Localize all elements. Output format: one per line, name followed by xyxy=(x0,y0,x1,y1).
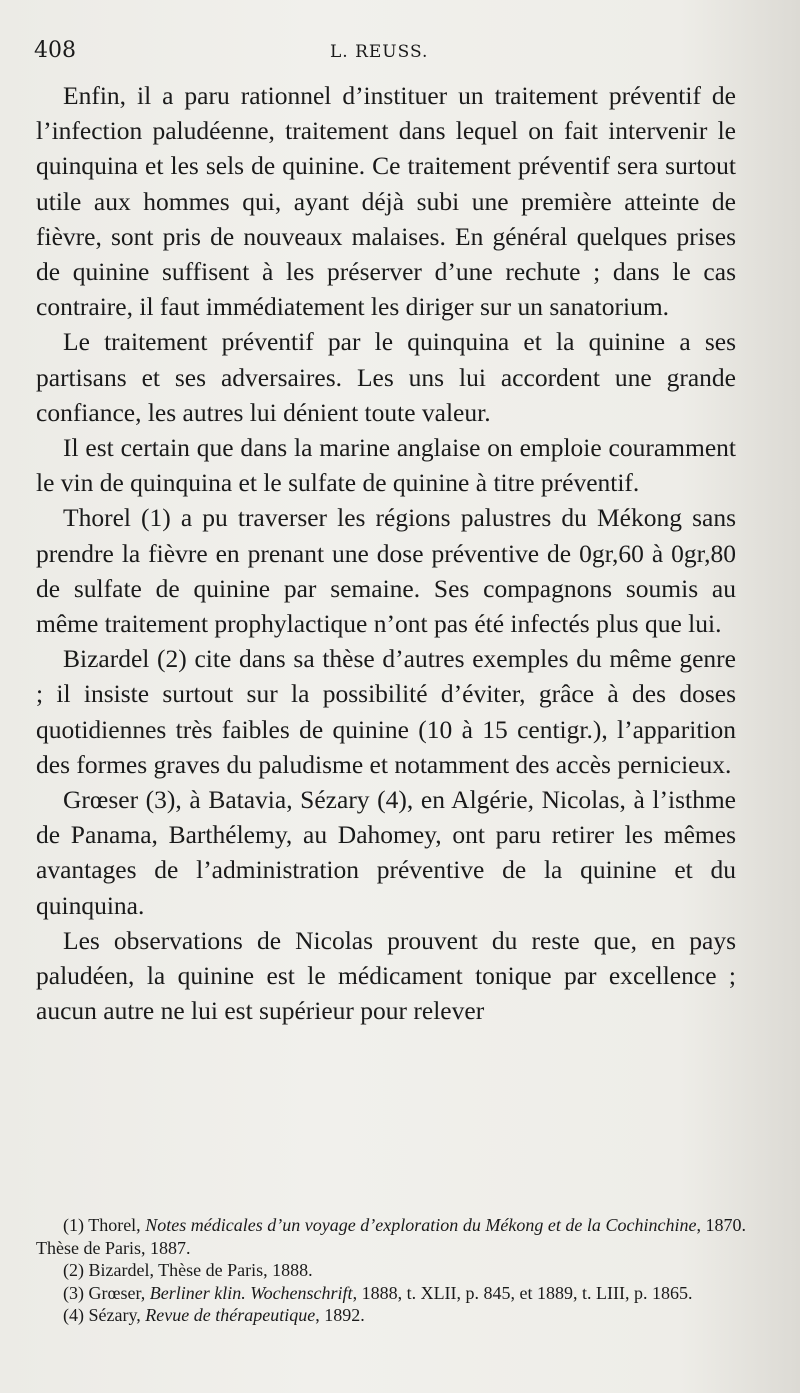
footnote-text: , 1892. xyxy=(315,1305,365,1325)
footnote xyxy=(36,1214,746,1259)
footnote-text: , 1888, t. XLII, p. 845, et 1889, t. LIII, p. 1865. xyxy=(352,1282,693,1303)
footnote-text: , 1870. Thèse de Paris, 1887. xyxy=(36,1215,746,1258)
footnote-text: (1) Thorel, xyxy=(63,1215,146,1235)
paragraph: Enfin, il a paru rationnel d’instituer un traitement préventif de l’infection paludéenne, traitement dans lequel on fait intervenir le quinquina et les sels de quinine. Ce traitement préventif sera surtout utile aux hommes qui, ayant déjà subi une première atteinte de fièvre, sont pris de nouveaux malaises. En général quelques prises de quinine suffisent à les préserver d’une rechute ; dans le cas contraire, il faut immédiatement les diriger sur un sanatorium. xyxy=(36,81,736,322)
paragraph: Grœser (3), à Batavia, Sézary (4), en Algérie, Nicolas, à l’isthme de Panama, Barthélemy, au Dahomey, ont paru retirer les mêmes avantages de l’administration préventive de la quinine et du quinquina. xyxy=(36,785,736,920)
footnote xyxy=(36,1259,746,1282)
paragraph: Les observations de Nicolas prouvent du reste que, en pays paludéen, la quinine est le médicament tonique par excellence ; aucun autre ne lui est supérieur pour relever xyxy=(36,925,736,1026)
paragraph: Il est certain que dans la marine anglaise on emploie couramment le vin de quinquina et le sulfate de quinine à titre préventif. xyxy=(36,433,736,498)
paragraph: Thorel (1) a pu traverser les régions palustres du Mékong sans prendre la fièvre en prenant une dose préventive de 0gr,60 à 0gr,80 de sulfate de quinine par semaine. Ses compagnons soumis au même traitement prophylactique n’ont pas été infectés plus que lui. xyxy=(36,503,736,639)
page-header xyxy=(34,38,740,74)
body-text xyxy=(36,78,736,1028)
footnote-text: (4) Sézary, xyxy=(63,1305,146,1325)
page-number: 408 xyxy=(34,38,76,63)
footnote-title: Berliner klin. Wochenschrift xyxy=(149,1282,353,1303)
footnote-title: Revue de thérapeutique xyxy=(145,1305,316,1325)
footnote xyxy=(36,1282,746,1305)
paragraph: Le traitement préventif par le quinquina et la quinine a ses partisans et ses adversaires. Les uns lui accordent une grande confiance, les autres lui dénient toute valeur. xyxy=(36,327,736,427)
footnote xyxy=(36,1304,746,1327)
running-head: L. REUSS. xyxy=(330,42,429,62)
paragraph: Bizardel (2) cite dans sa thèse d’autres exemples du même genre ; il insiste surtout sur la possibilité d’éviter, grâce à des doses quotidiennes très faibles de quinine (10 à 15 centigr.), l’apparition des formes graves du paludisme et notamment des accès pernicieux. xyxy=(36,644,736,779)
footnote-title: Notes médicales d’un voyage d’exploration du Mékong et de la Cochinchine xyxy=(145,1215,697,1235)
footnote-text: (2) Bizardel, Thèse de Paris, 1888. xyxy=(63,1260,313,1280)
footnotes xyxy=(36,1214,746,1327)
footnote-text: (3) Grœser, xyxy=(63,1282,150,1303)
